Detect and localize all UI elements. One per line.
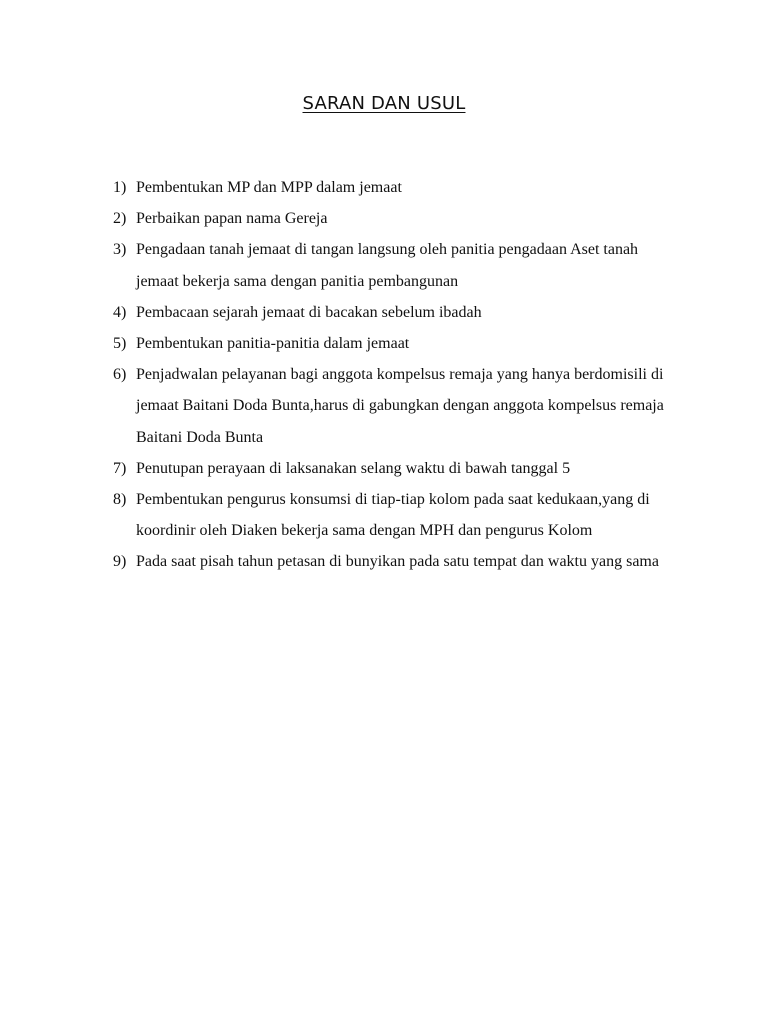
list-item [113, 484, 683, 546]
item-number: 1) [113, 179, 127, 196]
item-text: Pembacaan sejarah jemaat di bacakan sebelum ibadah [136, 303, 482, 321]
list-item [113, 172, 683, 203]
list-item [113, 453, 683, 484]
item-number: 2) [113, 210, 127, 228]
item-number: 7) [113, 459, 127, 477]
suggestion-list [113, 172, 683, 578]
item-text: Pembentukan panitia-panitia dalam jemaat [136, 335, 410, 353]
list-item [113, 546, 683, 577]
item-number: 4) [113, 303, 127, 321]
item-number: 5) [113, 335, 127, 353]
list-item [113, 203, 683, 234]
item-text: Perbaikan papan nama Gereja [136, 210, 328, 228]
document-title: SARAN DAN USUL [302, 93, 466, 114]
item-number: 3) [113, 241, 127, 259]
item-text: Pengadaan tanah jemaat di tangan langsung oleh panitia pengadaan Aset tanah jemaat bekerja sama dengan panitia pembangunan [136, 241, 639, 290]
item-text: Pembentukan MP dan MPP dalam jemaat [136, 179, 402, 196]
list-item [113, 297, 683, 328]
item-text: Penjadwalan pelayanan bagi anggota kompelsus remaja yang hanya berdomisili di jemaat Baitani Doda Bunta,harus di gabungkan dengan anggota kompelsus remaja Baitani Doda Bunta [136, 366, 664, 446]
item-number: 6) [113, 366, 127, 384]
item-text: Penutupan perayaan di laksanakan selang waktu di bawah tanggal 5 [136, 459, 571, 477]
item-text: Pembentukan pengurus konsumsi di tiap-tiap kolom pada saat kedukaan,yang di koordinir oleh Diaken bekerja sama dengan MPH dan pengurus Kolom [136, 491, 650, 540]
list-item [113, 234, 683, 296]
item-text: Pada saat pisah tahun petasan di bunyikan pada satu tempat dan waktu yang sama [136, 553, 659, 571]
item-number: 8) [113, 491, 127, 509]
list-item [113, 328, 683, 359]
item-number: 9) [113, 553, 127, 571]
list-item [113, 359, 683, 453]
